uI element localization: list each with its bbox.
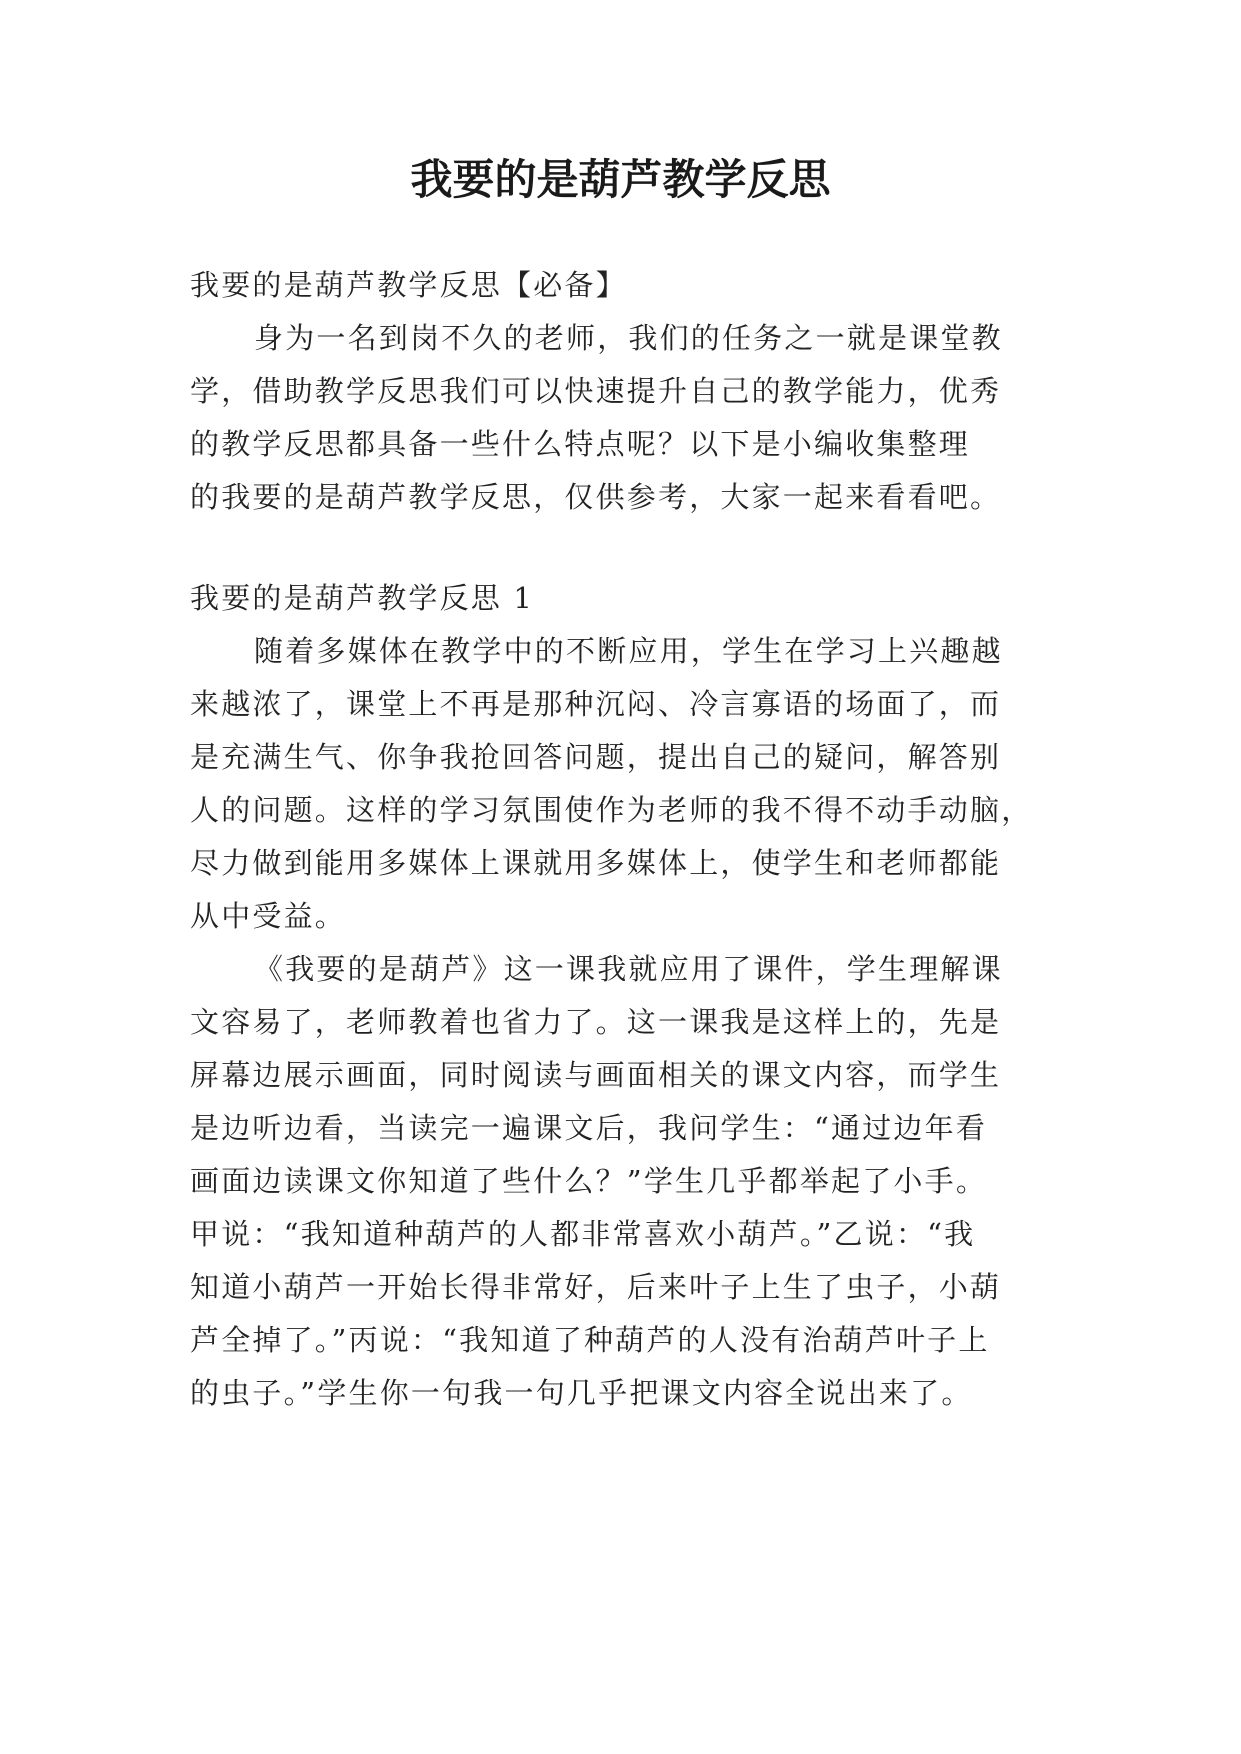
paragraph-line: 是边听边看，当读完一遍课文后，我问学生：“通过边年看 bbox=[190, 1111, 988, 1145]
paragraph-line: 屏幕边展示画面，同时阅读与画面相关的课文内容，而学生 bbox=[190, 1058, 1002, 1092]
paragraph-line: 《我要的是葫芦》这一课我就应用了课件，学生理解课 bbox=[254, 952, 1003, 986]
paragraph-line: 从中受益。 bbox=[190, 899, 347, 933]
paragraph-line: 甲说：“我知道种葫芦的人都非常喜欢小葫芦。”乙说：“我 bbox=[190, 1217, 976, 1251]
intro-line: 身为一名到岗不久的老师，我们的任务之一就是课堂教 bbox=[254, 321, 1003, 355]
paragraph-line: 知道小葫芦一开始长得非常好，后来叶子上生了虫子，小葫 bbox=[190, 1270, 1002, 1304]
document-subtitle: 我要的是葫芦教学反思【必备】 bbox=[190, 268, 627, 302]
document-title: 我要的是葫芦教学反思 bbox=[410, 155, 831, 204]
intro-line: 的教学反思都具备一些什么特点呢？以下是小编收集整理 bbox=[190, 427, 971, 461]
intro-line: 学，借助教学反思我们可以快速提升自己的教学能力，优秀 bbox=[190, 374, 1002, 408]
paragraph-line: 随着多媒体在教学中的不断应用，学生在学习上兴趣越 bbox=[254, 634, 1003, 668]
intro-line: 的我要的是葫芦教学反思，仅供参考，大家一起来看看吧。 bbox=[190, 480, 1002, 514]
paragraph-line: 是充满生气、你争我抢回答问题，提出自己的疑问，解答别 bbox=[190, 740, 1002, 774]
paragraph-line: 的虫子。”学生你一句我一句几乎把课文内容全说出来了。 bbox=[190, 1376, 973, 1410]
paragraph-line: 芦全掉了。”丙说：“我知道了种葫芦的人没有治葫芦叶子上 bbox=[190, 1323, 990, 1357]
paragraph-line: 画面边读课文你知道了些什么？”学生几乎都举起了小手。 bbox=[190, 1164, 988, 1198]
paragraph-line: 人的问题。这样的学习氛围使作为老师的我不得不动手动脑， bbox=[190, 793, 1033, 827]
paragraph-line: 来越浓了，课堂上不再是那种沉闷、冷言寡语的场面了，而 bbox=[190, 687, 1002, 721]
paragraph-line: 文容易了，老师教着也省力了。这一课我是这样上的，先是 bbox=[190, 1005, 1002, 1039]
paragraph-line: 尽力做到能用多媒体上课就用多媒体上，使学生和老师都能 bbox=[190, 846, 1002, 880]
section-heading: 我要的是葫芦教学反思 1 bbox=[190, 581, 535, 615]
